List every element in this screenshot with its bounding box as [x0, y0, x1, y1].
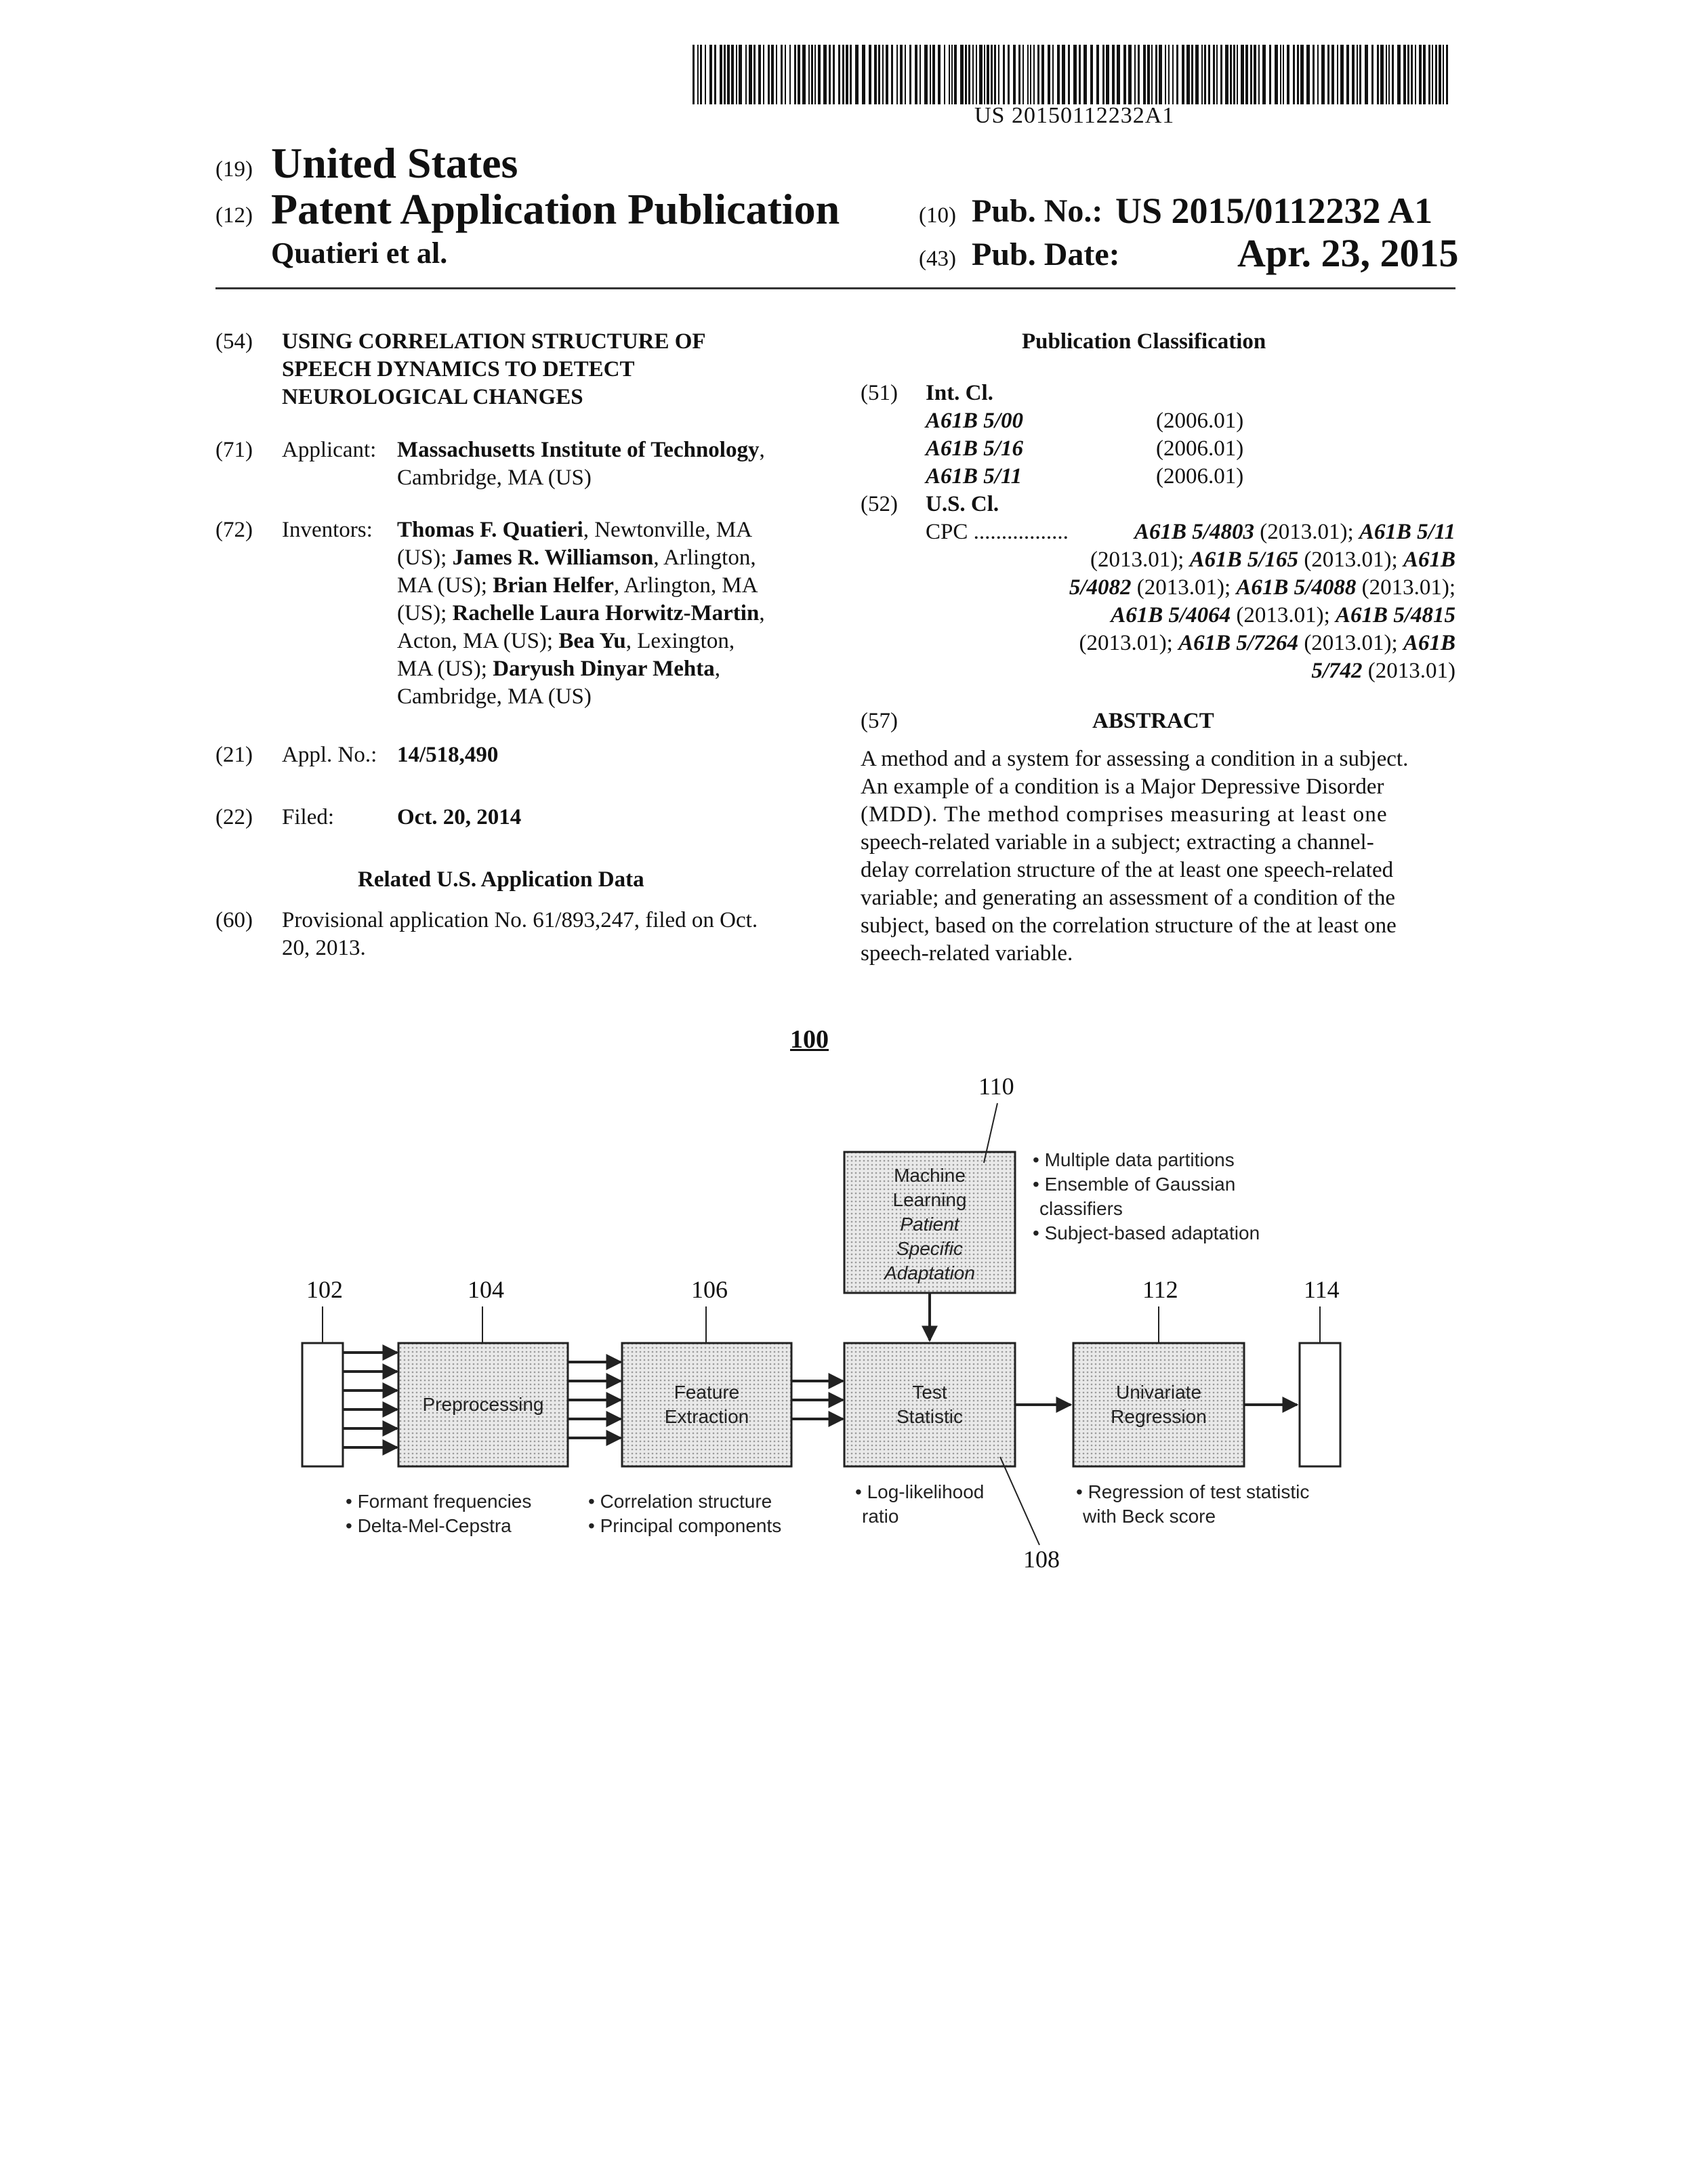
cpc-code: A61B 5/4088	[1236, 575, 1357, 600]
appl-no-label: Appl. No.:	[282, 743, 377, 767]
code-12: (12)	[215, 203, 253, 228]
test-statistic-box	[844, 1343, 1015, 1466]
ml-line-4: Specific	[896, 1238, 964, 1259]
cpc-code: 5/742	[1311, 659, 1363, 683]
cpc-version: (2013.01);	[1090, 548, 1190, 572]
feature-extraction-box	[622, 1343, 791, 1466]
cpc-version: (2013.01);	[1231, 603, 1336, 627]
regression-line-1: Univariate	[1115, 1382, 1202, 1403]
inventor-loc: , Lexington,	[625, 629, 735, 653]
multi-arrows-102-104	[343, 1353, 397, 1447]
cpc-code: A61B 5/4803	[1134, 520, 1254, 544]
ref-110: 110	[978, 1073, 1014, 1100]
ref-114: 114	[1304, 1276, 1340, 1303]
test-line-2: Statistic	[896, 1406, 964, 1427]
cpc-code: A61B	[1403, 631, 1455, 655]
ml-line-2: Learning	[892, 1189, 967, 1210]
abstract-line: speech-related variable in a subject; extracting a channel-	[861, 830, 1374, 854]
note: with Beck score	[1083, 1506, 1216, 1527]
pub-no-label: Pub. No.:	[972, 193, 1103, 229]
note: • Regression of test statistic	[1076, 1481, 1310, 1502]
preprocessing-label: Preprocessing	[422, 1394, 544, 1415]
cpc-code: A61B 5/7264	[1178, 631, 1299, 655]
publication-type: Patent Application Publication	[271, 185, 840, 233]
cpc-code: A61B 5/11	[1359, 520, 1455, 544]
intcl-code: A61B 5/00	[926, 409, 1023, 433]
ml-line-3: Patient	[900, 1214, 959, 1235]
inventor-loc: (US);	[397, 601, 453, 625]
country: United States	[271, 139, 518, 187]
output-block-114	[1300, 1343, 1340, 1466]
inventor-name: James R. Williamson	[452, 545, 654, 570]
cpc-version: (2013.01);	[1356, 575, 1455, 600]
abstract-line: speech-related variable.	[861, 941, 1073, 966]
cpc-version: (2013.01);	[1298, 631, 1403, 655]
abstract-line: variable; and generating an assessment of a condition of the	[861, 886, 1395, 910]
inventor-name: Rachelle Laura Horwitz-Martin	[452, 601, 760, 625]
code-19: (19)	[215, 157, 253, 182]
ref-106: 106	[691, 1276, 728, 1303]
inventor-loc: , Arlington, MA	[613, 573, 758, 598]
regression-notes	[1076, 1480, 1309, 1529]
note: • Subject-based adaptation	[1033, 1222, 1260, 1243]
inventor-loc: , Arlington,	[653, 545, 756, 570]
inventor-loc: Cambridge, MA (US)	[397, 684, 592, 709]
note: • Multiple data partitions	[1033, 1149, 1235, 1170]
pub-date: Apr. 23, 2015	[1237, 231, 1459, 275]
cpc-version: (2013.01);	[1079, 631, 1179, 655]
inventor-loc: ,	[759, 601, 765, 625]
code-54: (54)	[215, 329, 253, 354]
ml-line-1: Machine	[894, 1165, 966, 1186]
inventor-name: Brian Helfer	[493, 573, 614, 598]
note: • Correlation structure	[588, 1491, 772, 1512]
code-22: (22)	[215, 805, 253, 829]
ref-108: 108	[1023, 1546, 1060, 1573]
multi-arrows-106-108	[791, 1381, 843, 1419]
title-line-2: SPEECH DYNAMICS TO DETECT	[282, 357, 635, 382]
applicant-city: Cambridge, MA (US)	[397, 466, 592, 490]
title-line-3: NEUROLOGICAL CHANGES	[282, 385, 583, 409]
abstract-heading: ABSTRACT	[1092, 709, 1214, 733]
inventor-loc: MA (US);	[397, 657, 493, 681]
intcl-version: (2006.01)	[1156, 436, 1244, 461]
code-43: (43)	[919, 247, 956, 271]
note: • Principal components	[588, 1515, 782, 1536]
figure-label: 100	[790, 1025, 829, 1054]
abstract-line: A method and a system for assessing a condition in a subject.	[861, 747, 1409, 771]
inventor-loc: Acton, MA (US);	[397, 629, 559, 653]
applicant-label: Applicant:	[282, 438, 377, 462]
title-line-1: USING CORRELATION STRUCTURE OF	[282, 329, 706, 354]
preprocessing-notes	[346, 1489, 531, 1538]
abstract-line: An example of a condition is a Major Depressive Disorder	[861, 775, 1384, 799]
note: classifiers	[1039, 1198, 1123, 1219]
code-57: (57)	[861, 709, 898, 733]
cpc-version: (2013.01)	[1362, 659, 1455, 683]
test-line-1: Test	[912, 1382, 947, 1403]
authors: Quatieri et al.	[271, 236, 448, 270]
code-10: (10)	[919, 203, 956, 228]
inventor-loc: MA (US);	[397, 573, 493, 598]
ref-104: 104	[468, 1276, 504, 1303]
pub-date-label: Pub. Date:	[972, 236, 1120, 272]
intcl-version: (2006.01)	[1156, 409, 1244, 433]
code-72: (72)	[215, 518, 253, 542]
provisional-line-1: Provisional application No. 61/893,247, filed on Oct.	[282, 908, 758, 932]
ref-102: 102	[306, 1276, 343, 1303]
feature-line-2: Extraction	[664, 1406, 749, 1427]
note: • Formant frequencies	[346, 1491, 532, 1512]
cpc-code: A61B 5/4064	[1111, 603, 1231, 627]
code-21: (21)	[215, 743, 253, 767]
input-block-102	[302, 1343, 343, 1466]
uscl-label: U.S. Cl.	[926, 492, 999, 516]
regression-line-2: Regression	[1111, 1406, 1207, 1427]
cpc-prefix: CPC .................	[926, 520, 1069, 544]
applicant-separator: ,	[759, 438, 765, 462]
cpc-code: A61B	[1403, 548, 1455, 572]
cpc-code: A61B 5/165	[1189, 548, 1299, 572]
univariate-regression-box	[1073, 1343, 1244, 1466]
note: ratio	[862, 1506, 899, 1527]
intcl-version: (2006.01)	[1156, 464, 1244, 489]
feature-notes	[588, 1489, 781, 1538]
ref-112: 112	[1142, 1276, 1178, 1303]
inventors-label: Inventors:	[282, 518, 373, 542]
code-51: (51)	[861, 381, 898, 405]
feature-line-1: Feature	[674, 1382, 740, 1403]
note: • Ensemble of Gaussian	[1033, 1174, 1236, 1195]
inventor-loc: (US);	[397, 545, 453, 570]
inventor-name: Thomas F. Quatieri	[397, 518, 583, 542]
filed-date: Oct. 20, 2014	[397, 805, 522, 829]
abstract-line: (MDD). The method comprises measuring at least one	[861, 802, 1388, 827]
code-60: (60)	[215, 908, 253, 932]
abstract-line: delay correlation structure of the at least one speech-related	[861, 858, 1394, 882]
abstract-line: subject, based on the correlation structure of the at least one	[861, 913, 1397, 938]
cpc-version: (2013.01);	[1254, 520, 1359, 544]
test-notes	[855, 1480, 984, 1529]
related-heading: Related U.S. Application Data	[358, 867, 644, 892]
note: • Log-likelihood	[855, 1481, 985, 1502]
pub-class-heading: Publication Classification	[1022, 329, 1266, 354]
ml-line-5: Adaptation	[884, 1262, 975, 1283]
ml-notes	[1033, 1148, 1260, 1245]
inventor-loc: ,	[714, 657, 721, 681]
applicant-name: Massachusetts Institute of Technology	[397, 438, 760, 462]
cpc-version: (2013.01);	[1131, 575, 1237, 600]
intcl-label: Int. Cl.	[926, 381, 993, 405]
cpc-code: A61B 5/4815	[1336, 603, 1455, 627]
provisional-line-2: 20, 2013.	[282, 936, 366, 960]
intcl-code: A61B 5/11	[926, 464, 1022, 489]
barcode-number: US 20150112232A1	[974, 103, 1175, 128]
inventor-name: Daryush Dinyar Mehta	[493, 657, 715, 681]
cpc-code: 5/4082	[1069, 575, 1132, 600]
note: • Delta-Mel-Cepstra	[346, 1515, 512, 1536]
inventor-loc: , Newtonville, MA	[583, 518, 753, 542]
intcl-code: A61B 5/16	[926, 436, 1023, 461]
code-71: (71)	[215, 438, 253, 462]
code-52: (52)	[861, 492, 898, 516]
pub-no: US 2015/0112232 A1	[1115, 190, 1433, 231]
inventor-name: Bea Yu	[558, 629, 626, 653]
filed-label: Filed:	[282, 805, 335, 829]
multi-arrows-104-106	[568, 1362, 621, 1438]
cpc-version: (2013.01);	[1298, 548, 1403, 572]
appl-no: 14/518,490	[397, 743, 499, 767]
